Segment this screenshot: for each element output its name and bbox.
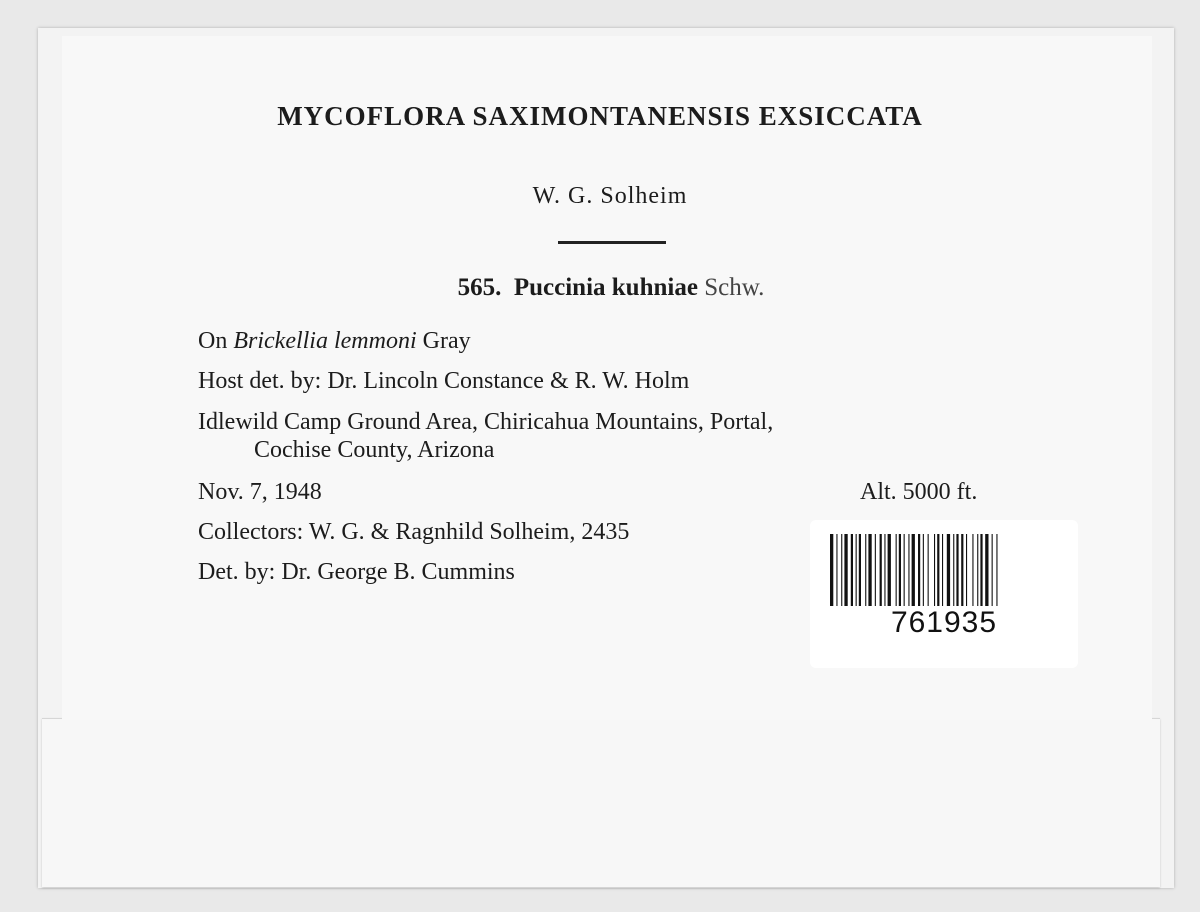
divider-rule (558, 241, 666, 244)
label-title: MYCOFLORA SAXIMONTANENSIS EXSICCATA (277, 101, 923, 131)
species-line (0, 274, 1200, 302)
exsiccata-number: 565. (457, 274, 502, 301)
host-determiner: Host det. by: Dr. Lincoln Constance & R. W. Holm (198, 368, 690, 394)
barcode-number: 761935 (890, 606, 998, 639)
label-author: W. G. Solheim (532, 183, 688, 209)
locality-line-1: Idlewild Camp Ground Area, Chiricahua Mountains, Portal, (198, 409, 774, 435)
host-authority: Gray (422, 328, 471, 354)
species-authority: Schw. (704, 274, 765, 301)
collectors: Collectors: W. G. & Ragnhild Solheim, 2435 (198, 519, 630, 545)
altitude: Alt. 5000 ft. (860, 479, 978, 505)
determiner: Det. by: Dr. George B. Cummins (198, 559, 515, 585)
barcode-label (810, 520, 1078, 668)
host-line (198, 328, 471, 355)
locality-line-2: Cochise County, Arizona (254, 437, 495, 463)
barcode-icon (830, 534, 1062, 606)
host-prefix: On (198, 328, 228, 354)
packet-flap (42, 718, 1160, 887)
host-name: Brickellia lemmoni (233, 328, 417, 354)
collection-date: Nov. 7, 1948 (198, 479, 322, 505)
species-name: Puccinia kuhniae (513, 274, 698, 301)
